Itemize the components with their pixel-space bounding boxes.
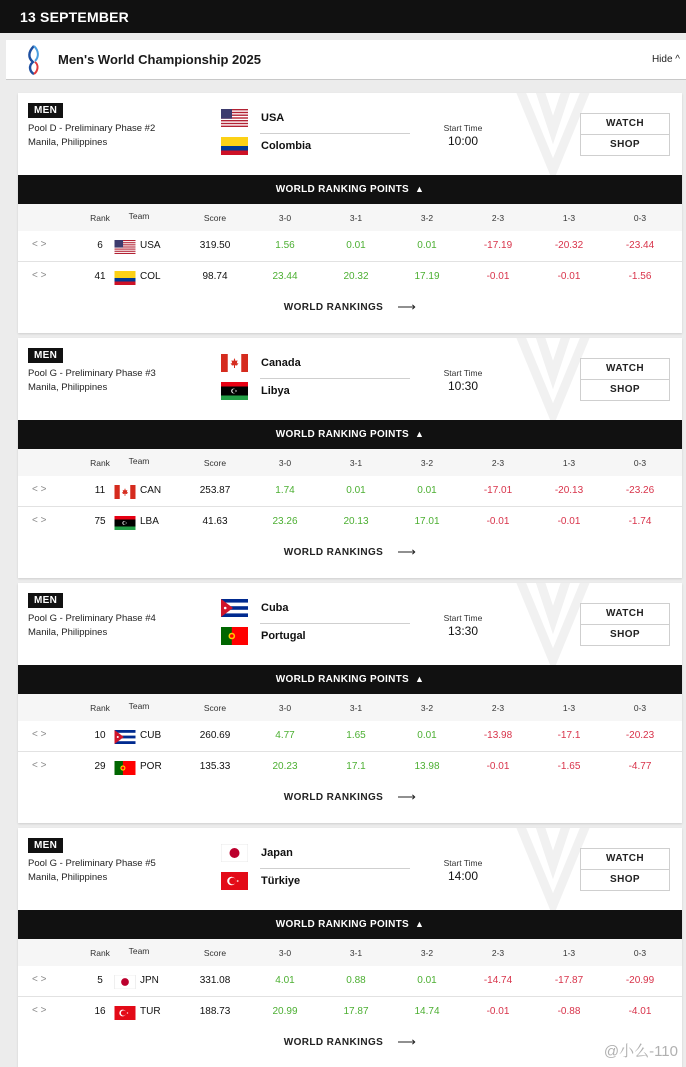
points-c03: -20.23 (625, 730, 655, 741)
rank-value: 11 (94, 485, 106, 496)
pool-phase-label: Pool G - Preliminary Phase #4 (28, 613, 156, 624)
turkey-flag (221, 872, 248, 890)
points-c32: 17.01 (414, 516, 440, 527)
world-ranking-points-toggle[interactable] (18, 175, 682, 204)
canada-flag (221, 354, 248, 372)
points-c23: -14.74 (483, 975, 513, 986)
points-c13: -1.65 (557, 761, 581, 772)
watch-button[interactable]: WATCH (580, 848, 670, 870)
table-row (18, 507, 682, 538)
match-card (18, 93, 682, 333)
points-c03: -4.77 (628, 761, 652, 772)
team-code: POR (140, 761, 162, 772)
col-c32: 3-2 (420, 458, 434, 468)
team-code: USA (140, 240, 161, 251)
col-c32: 3-2 (420, 703, 434, 713)
japan-flag (114, 975, 136, 989)
points-c23: -17.19 (483, 240, 513, 251)
wrp-label: WORLD RANKING POINTS (275, 674, 409, 685)
score-value: 331.08 (199, 975, 231, 986)
world-rankings-link[interactable] (18, 298, 682, 314)
table-row (18, 997, 682, 1028)
team-code: COL (140, 271, 161, 282)
points-c31: 0.01 (346, 485, 366, 496)
world-rankings-link[interactable] (18, 1033, 682, 1049)
drag-arrows-icon[interactable]: < > (32, 239, 47, 250)
col-c03: 0-3 (633, 948, 647, 958)
score-value: 41.63 (202, 516, 228, 527)
drag-arrows-icon[interactable]: < > (32, 515, 47, 526)
team-code: CAN (140, 485, 162, 496)
col-team: Team (128, 701, 150, 711)
ranking-table-header (18, 204, 682, 231)
team-away[interactable] (221, 627, 421, 647)
col-score: Score (203, 948, 227, 958)
points-c13: -17.87 (554, 975, 584, 986)
team-name: Portugal (261, 630, 306, 642)
team-away[interactable] (221, 872, 421, 892)
team-name: Colombia (261, 140, 312, 152)
world-ranking-points-toggle[interactable] (18, 420, 682, 449)
usa-flag (221, 109, 248, 127)
col-c13: 1-3 (562, 948, 576, 958)
world-ranking-points-toggle[interactable] (18, 910, 682, 939)
canada-flag (114, 485, 136, 499)
col-rank: Rank (90, 213, 110, 223)
team-divider (260, 133, 410, 134)
start-time-value: 10:00 (447, 134, 479, 148)
points-c03: -23.44 (625, 240, 655, 251)
team-home[interactable] (221, 109, 421, 129)
usa-flag (114, 240, 136, 254)
watch-button[interactable]: WATCH (580, 358, 670, 380)
rank-value: 16 (94, 1006, 106, 1017)
shop-button[interactable]: SHOP (580, 869, 670, 891)
points-c30: 4.77 (275, 730, 295, 741)
team-divider (260, 378, 410, 379)
rank-value: 75 (94, 516, 106, 527)
ranking-table-header (18, 449, 682, 476)
points-c30: 1.74 (275, 485, 295, 496)
points-c30: 20.23 (272, 761, 298, 772)
points-c30: 4.01 (275, 975, 295, 986)
world-rankings-link[interactable] (18, 788, 682, 804)
shop-button[interactable]: SHOP (580, 624, 670, 646)
points-c03: -1.56 (628, 271, 652, 282)
pool-phase-label: Pool G - Preliminary Phase #3 (28, 368, 156, 379)
col-c13: 1-3 (562, 213, 576, 223)
wrp-label: WORLD RANKING POINTS (275, 919, 409, 930)
team-away[interactable] (221, 137, 421, 157)
championship-header (6, 40, 686, 80)
col-c30: 3-0 (278, 458, 292, 468)
venue-location: Manila, Philippines (28, 137, 108, 148)
colombia-flag (221, 137, 248, 155)
points-c30: 23.44 (272, 271, 298, 282)
points-c23: -0.01 (486, 761, 510, 772)
team-code: LBA (140, 516, 159, 527)
gender-badge: MEN (28, 593, 63, 608)
world-rankings-label: WORLD RANKINGS (283, 792, 384, 803)
col-team: Team (128, 211, 150, 221)
points-c31: 0.88 (346, 975, 366, 986)
points-c03: -20.99 (625, 975, 655, 986)
turkey-flag (114, 1006, 136, 1020)
col-c03: 0-3 (633, 703, 647, 713)
col-rank: Rank (90, 948, 110, 958)
team-name: Japan (261, 847, 293, 859)
portugal-flag (221, 627, 248, 645)
table-row (18, 262, 682, 293)
wrp-label: WORLD RANKING POINTS (275, 184, 409, 195)
start-time-label: Start Time (443, 858, 483, 868)
gender-badge: MEN (28, 103, 63, 118)
team-away[interactable] (221, 382, 421, 402)
team-divider (260, 623, 410, 624)
cuba-flag (221, 599, 248, 617)
venue-location: Manila, Philippines (28, 382, 108, 393)
drag-arrows-icon[interactable]: < > (32, 729, 47, 740)
arrow-right-icon: ⟶ (397, 789, 417, 804)
points-c13: -0.01 (557, 271, 581, 282)
watermark-text: @小么-110 (603, 1043, 678, 1060)
colombia-flag (114, 271, 136, 285)
col-score: Score (203, 458, 227, 468)
score-value: 319.50 (199, 240, 231, 251)
col-c03: 0-3 (633, 458, 647, 468)
score-value: 188.73 (199, 1006, 231, 1017)
col-c31: 3-1 (349, 458, 363, 468)
start-time-label: Start Time (443, 368, 483, 378)
col-c30: 3-0 (278, 213, 292, 223)
portugal-flag (114, 761, 136, 775)
ranking-table-header (18, 694, 682, 721)
table-row (18, 231, 682, 262)
gender-badge: MEN (28, 348, 63, 363)
venue-location: Manila, Philippines (28, 872, 108, 883)
drag-arrows-icon[interactable]: < > (32, 760, 47, 771)
col-c32: 3-2 (420, 213, 434, 223)
venue-location: Manila, Philippines (28, 627, 108, 638)
points-c13: -17.1 (557, 730, 581, 741)
points-c13: -20.13 (554, 485, 584, 496)
chevron-up-icon: ▲ (415, 919, 425, 929)
points-c23: -17.01 (483, 485, 513, 496)
start-time-value: 14:00 (447, 869, 479, 883)
col-score: Score (203, 703, 227, 713)
points-c32: 14.74 (414, 1006, 440, 1017)
watch-button[interactable]: WATCH (580, 113, 670, 135)
libya-flag (221, 382, 248, 400)
points-c31: 20.13 (343, 516, 369, 527)
col-c31: 3-1 (349, 703, 363, 713)
points-c03: -23.26 (625, 485, 655, 496)
table-row (18, 966, 682, 997)
shop-button[interactable]: SHOP (580, 379, 670, 401)
points-c23: -0.01 (486, 516, 510, 527)
rank-value: 6 (97, 240, 103, 251)
points-c23: -13.98 (483, 730, 513, 741)
team-name: Türkiye (261, 875, 301, 887)
arrow-right-icon: ⟶ (397, 1034, 417, 1049)
score-value: 98.74 (202, 271, 228, 282)
points-c13: -20.32 (554, 240, 584, 251)
pool-phase-label: Pool D - Preliminary Phase #2 (28, 123, 156, 134)
drag-arrows-icon[interactable]: < > (32, 974, 47, 985)
team-name: Canada (261, 357, 301, 369)
points-c32: 0.01 (417, 730, 437, 741)
world-rankings-label: WORLD RANKINGS (283, 1037, 384, 1048)
gender-badge: MEN (28, 838, 63, 853)
chevron-up-icon: ▲ (415, 429, 425, 439)
rank-value: 41 (94, 271, 106, 282)
score-value: 135.33 (199, 761, 231, 772)
drag-arrows-icon[interactable]: < > (32, 270, 47, 281)
col-c30: 3-0 (278, 948, 292, 958)
points-c23: -0.01 (486, 271, 510, 282)
shop-button[interactable]: SHOP (580, 134, 670, 156)
world-rankings-link[interactable] (18, 543, 682, 559)
col-c23: 2-3 (491, 948, 505, 958)
chevron-up-icon: ▲ (415, 184, 425, 194)
points-c03: -4.01 (628, 1006, 652, 1017)
points-c31: 0.01 (346, 240, 366, 251)
team-name: Cuba (261, 602, 289, 614)
rank-value: 29 (94, 761, 106, 772)
team-home[interactable] (221, 354, 421, 374)
championship-title: Men's World Championship 2025 (58, 52, 261, 67)
arrow-right-icon: ⟶ (397, 299, 417, 314)
col-c31: 3-1 (349, 948, 363, 958)
match-card (18, 828, 682, 1067)
col-c30: 3-0 (278, 703, 292, 713)
points-c30: 20.99 (272, 1006, 298, 1017)
match-card (18, 583, 682, 823)
team-code: CUB (140, 730, 162, 741)
col-rank: Rank (90, 458, 110, 468)
score-value: 260.69 (199, 730, 231, 741)
watch-button[interactable]: WATCH (580, 603, 670, 625)
table-row (18, 752, 682, 783)
points-c31: 20.32 (343, 271, 369, 282)
table-row (18, 476, 682, 507)
col-team: Team (128, 456, 150, 466)
japan-flag (221, 844, 248, 862)
arrow-right-icon: ⟶ (397, 544, 417, 559)
points-c32: 0.01 (417, 975, 437, 986)
drag-arrows-icon[interactable]: < > (32, 484, 47, 495)
team-name: USA (261, 112, 285, 124)
team-divider (260, 868, 410, 869)
volleyball-logo-icon (24, 44, 44, 76)
world-rankings-label: WORLD RANKINGS (283, 302, 384, 313)
match-card (18, 338, 682, 578)
col-c31: 3-1 (349, 213, 363, 223)
date-header: 13 SEPTEMBER (0, 0, 686, 33)
points-c30: 1.56 (275, 240, 295, 251)
points-c32: 0.01 (417, 240, 437, 251)
ranking-table-header (18, 939, 682, 966)
points-c13: -0.88 (557, 1006, 581, 1017)
col-team: Team (128, 946, 150, 956)
wrp-label: WORLD RANKING POINTS (275, 429, 409, 440)
points-c32: 17.19 (414, 271, 440, 282)
cuba-flag (114, 730, 136, 744)
col-c13: 1-3 (562, 458, 576, 468)
start-time-value: 10:30 (447, 379, 479, 393)
start-time-label: Start Time (443, 123, 483, 133)
points-c23: -0.01 (486, 1006, 510, 1017)
rank-value: 5 (97, 975, 103, 986)
col-c23: 2-3 (491, 458, 505, 468)
points-c13: -0.01 (557, 516, 581, 527)
team-home[interactable] (221, 599, 421, 619)
start-time-label: Start Time (443, 613, 483, 623)
col-c32: 3-2 (420, 948, 434, 958)
points-c31: 17.87 (343, 1006, 369, 1017)
col-c13: 1-3 (562, 703, 576, 713)
points-c03: -1.74 (628, 516, 652, 527)
hide-toggle[interactable]: Hide ^ (651, 54, 680, 65)
libya-flag (114, 516, 136, 530)
team-code: JPN (140, 975, 159, 986)
points-c32: 13.98 (414, 761, 440, 772)
team-code: TUR (140, 1006, 161, 1017)
world-rankings-label: WORLD RANKINGS (283, 547, 384, 558)
rank-value: 10 (94, 730, 106, 741)
col-c23: 2-3 (491, 213, 505, 223)
world-ranking-points-toggle[interactable] (18, 665, 682, 694)
col-score: Score (203, 213, 227, 223)
chevron-up-icon: ▲ (415, 674, 425, 684)
points-c32: 0.01 (417, 485, 437, 496)
col-rank: Rank (90, 703, 110, 713)
points-c31: 17.1 (346, 761, 366, 772)
drag-arrows-icon[interactable]: < > (32, 1005, 47, 1016)
col-c03: 0-3 (633, 213, 647, 223)
points-c30: 23.26 (272, 516, 298, 527)
table-row (18, 721, 682, 752)
start-time-value: 13:30 (447, 624, 479, 638)
pool-phase-label: Pool G - Preliminary Phase #5 (28, 858, 156, 869)
team-home[interactable] (221, 844, 421, 864)
points-c31: 1.65 (346, 730, 366, 741)
team-name: Libya (261, 385, 290, 397)
col-c23: 2-3 (491, 703, 505, 713)
score-value: 253.87 (199, 485, 231, 496)
